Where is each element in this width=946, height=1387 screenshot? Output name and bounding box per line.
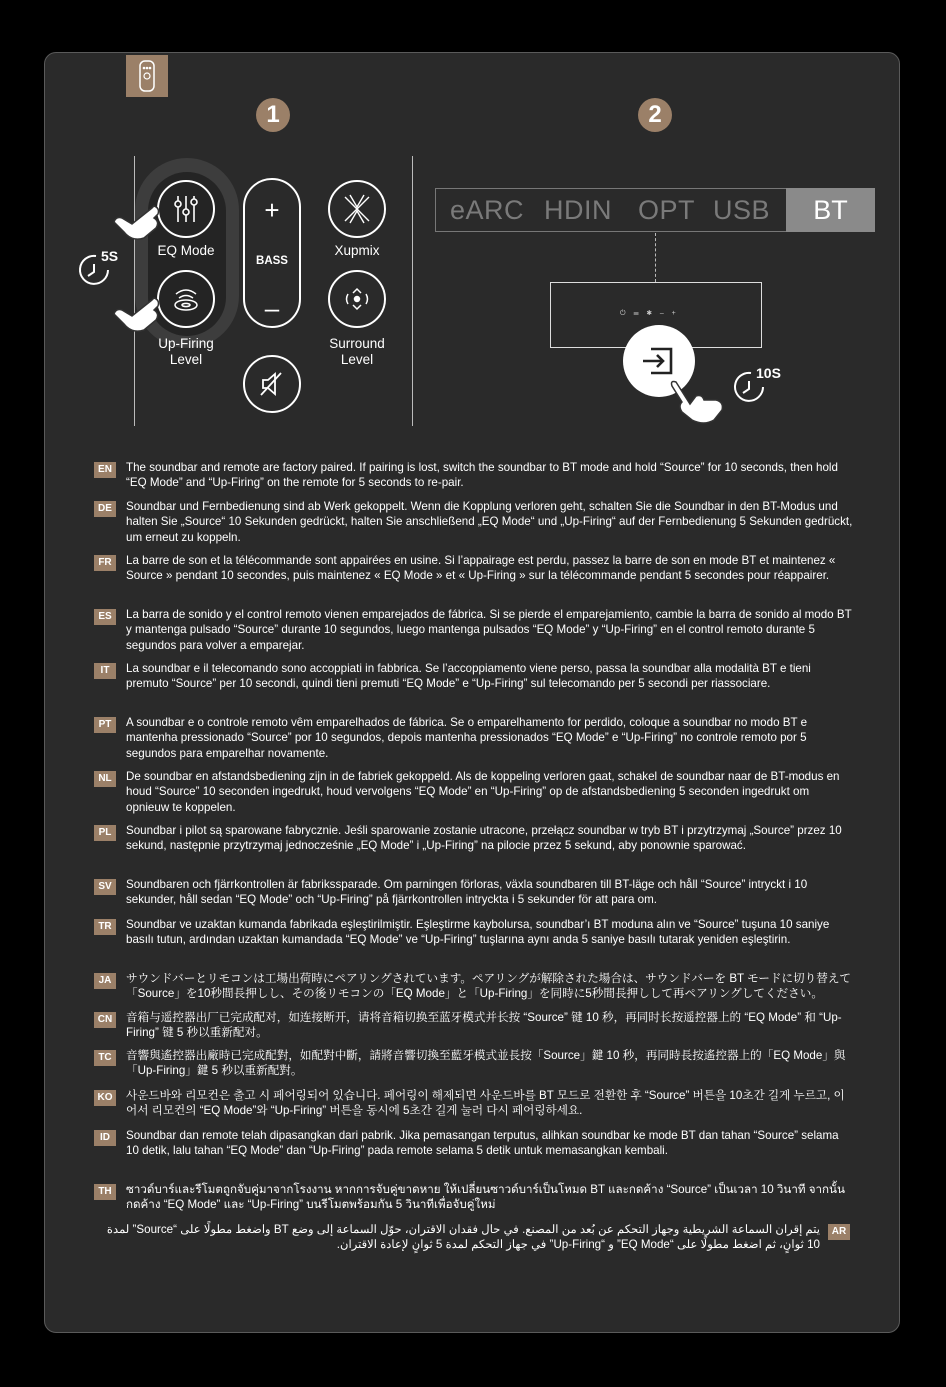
up-firing-label-line2: Level [169,352,203,367]
lang-text: Soundbar i pilot są sparowane fabrycznie. Jeśli sparowanie zostanie utracone, przełącz soundbar w tryb BT i przytrzymaj „Source” przez 10 sekund, następnie przytrzymaj jednocześnie „EQ Mode” i „Up-Firing” na pilocie przez 5 sekund, aby ponownie sparować. [126,824,842,853]
pointing-hand-icon [102,288,160,338]
lang-text: サウンドバーとリモコンは工場出荷時にペアリングされています。ペアリングが解除された場合は、サウンドバーを BT モードに切り替えて「Source」を10秒間長押しし、その後リモコンの「EQ Mode」と「Up-Firing」を同時に5秒間長押しして再ペアリングしてください。 [126,972,852,1001]
source-opt: OPT [638,195,696,225]
lang-code: TH [94,1184,116,1200]
surround-icon [330,272,384,326]
source-usb: USB [713,195,771,225]
surround-button[interactable] [328,270,386,328]
bass-plus-button[interactable]: + [264,195,280,225]
lang-text: يتم إقران السماعة الشريطية وجهاز التحكم عن بُعد من المصنع. في حال فقدان الاقتران، حوّل السماعة إلى وضع BT واضغط مطولًا على “Source” لمدة 10 ثوانٍ، ثم اضغط مطولًا على “EQ Mode” و “Up-Firing” في جهاز التحكم لمدة 5 ثوانٍ لإعادة الاقتران. [106,1223,820,1252]
bass-label: BASS [256,255,288,267]
source-earc: eARC [450,195,525,225]
up-firing-button[interactable] [157,270,215,328]
lang-text: La soundbar e il telecomando sono accoppiati in fabbrica. Se l’accoppiamento viene perso, passa la soundbar alla modalità BT e tieni premuto “Source” per 10 secondi, quindi tieni premuti “EQ Mode” e “Up-Firing” sul telecomando per 5 secondi per riassociare. [126,662,811,691]
lang-code: ES [94,609,116,625]
lang-text: 사운드바와 리모컨은 출고 시 페어링되어 있습니다. 페어링이 해제되면 사운드바를 BT 모드로 전환한 후 “Source” 버튼을 10초간 길게 누르고, 이어서 리모컨의 “EQ Mode”와 “Up-Firing” 버튼을 동시에 5초간 길게 눌러 다시 페어링하세요. [126,1089,845,1118]
lang-code: PT [94,717,116,733]
surround-label [318,336,396,368]
source-hdin: HDIN [544,195,612,225]
lang-text: Soundbar dan remote telah dipasangkan dari pabrik. Jika pemasangan terputus, alihkan soundbar ke mode BT dan tahan “Source” selama 10 detik, lalu tahan “EQ Mode” dan “Up-Firing” pada remote selama 5 detik untuk memasangkan kembali. [126,1129,839,1158]
pointing-hand-icon [102,196,160,246]
remote-control-icon [126,55,168,97]
pointing-hand-icon [668,378,726,426]
up-firing-icon [159,272,213,326]
source-bt-active: BT [786,188,875,232]
lang-text: ซาวด์บาร์และรีโมตถูกจับคู่มาจากโรงงาน หากการจับคู่ขาดหาย ให้เปลี่ยนซาวด์บาร์เป็นโหมด BT และกดค้าง “Source” เป็นเวลา 10 วินาที จากนั้นกดค้าง “EQ Mode” และ “Up-Firing” บนรีโมตพร้อมกัน 5 วินาทีเพื่อจับคู่ใหม่ [126,1183,845,1212]
equalizer-icon [159,182,213,236]
lang-text: Soundbaren och fjärrkontrollen är fabrikssparade. Om parningen förloras, växla soundbaren till BT-läge och håll “Source” intryckt i 10 sekunder, håll sedan “EQ Mode” och “Up-Firing” på fjärrkontrollen intryckta i 5 sekunder för att para om. [126,878,808,907]
soundbar-buttons: ⏻ ☰ ✱ – + [620,310,679,317]
up-firing-label-line1: Up-Firing [158,336,214,351]
source-indicator-bar [435,188,875,232]
lang-code: TC [94,1050,116,1066]
xupmix-label: Xupmix [334,243,380,258]
divider [412,156,413,426]
lang-text: La barra de sonido y el control remoto vienen emparejados de fábrica. Si se pierde el emparejamiento, cambie la barra de sonido al modo BT y mantenga pulsado “Source” durante 10 segundos, luego mantenga pulsados “EQ Mode” y “Up-Firing” en el control remoto durante 5 segundos para volver a emparejar. [126,608,852,652]
lang-text: Soundbar ve uzaktan kumanda fabrikada eşleştirilmiştir. Eşleştirme kaybolursa, soundbar’ı BT moduna alın ve “Source” tuşuna 10 saniye basılı tutun, ardından uzaktan kumandada “EQ Mode” ve “Up-Firing” tuşlarına aynı anda 5 saniye basılı tutarak yeniden eşleştirin. [126,918,830,947]
eq-mode-button[interactable] [157,180,215,238]
surround-label-line2: Level [340,352,374,367]
step-two-badge: 2 [638,98,672,132]
mute-icon [245,357,299,411]
timer-10s-label: 10S [756,365,781,381]
lang-code: PL [94,825,116,841]
lang-code: DE [94,501,116,517]
lang-code: EN [94,462,116,478]
surround-label-line1: Surround [329,336,385,351]
mute-button[interactable] [243,355,301,413]
bass-minus-button[interactable]: – [264,293,280,323]
up-firing-label [152,336,220,368]
lang-code: JA [94,973,116,989]
lang-text: Soundbar und Fernbedienung sind ab Werk gekoppelt. Wenn die Kopplung verloren geht, schalten Sie die Soundbar in den BT-Modus und halten Sie „Source“ 10 Sekunden gedrückt, halten Sie anschließend „EQ Mode“ und „Up-Firing“ auf der Fernbedienung 5 Sekunden gedrückt, um erneut zu koppeln. [126,500,853,544]
lang-code: TR [94,919,116,935]
lang-code: IT [94,663,116,679]
step-one-badge: 1 [256,98,290,132]
lang-text: 音箱与遥控器出厂已完成配对，如连接断开，请将音箱切换至蓝牙模式并长按 “Source” 键 10 秒，再同时长按遥控器上的 “EQ Mode” 和 “Up-Firing” 键 5 秒以重新配对。 [126,1011,842,1040]
lang-code: ID [94,1130,116,1146]
lang-code: SV [94,879,116,895]
timer-5s-label: 5S [101,248,119,264]
lang-text: De soundbar en afstandsbediening zijn in de fabriek gekoppeld. Als de koppeling verloren gaat, schakel de soundbar naar de BT-modus en houd “Source” 10 seconden ingedrukt, houd vervolgens “EQ Mode” en “Up-Firing” op de afstandsbediening 5 seconden ingedrukt om opnieuw te koppelen. [126,770,840,814]
lang-text: 音響與遙控器出廠時已完成配對，如配對中斷，請將音響切換至藍牙模式並長按「Source」鍵 10 秒，再同時長按遙控器上的「EQ Mode」與「Up-Firing」鍵 5 秒以重新配對。 [126,1049,846,1078]
lang-code: NL [94,771,116,787]
xupmix-button[interactable] [328,180,386,238]
lang-text: La barre de son et la télécommande sont appairées en usine. Si l’appairage est perdu, passez la barre de son en mode BT et maintenez « Source » pendant 10 secondes, puis maintenez « EQ Mode » et « Up-Firing » sur la télécommande pendant 5 secondes pour réappairer. [126,554,836,583]
lang-code: KO [94,1090,116,1106]
lang-code: AR [828,1224,850,1240]
eq-mode-label: EQ Mode [157,243,215,258]
xupmix-icon [330,182,384,236]
lang-code: FR [94,555,116,571]
lang-text: The soundbar and remote are factory paired. If pairing is lost, switch the soundbar to BT mode and hold “Source” for 10 seconds, then hold “EQ Mode” and “Up-Firing” on the remote for 5 seconds to re-pair. [126,461,838,490]
lang-code: CN [94,1012,116,1028]
connector-line [655,233,656,282]
lang-text: A soundbar e o controle remoto vêm emparelhados de fábrica. Se o emparelhamento for perdido, coloque a soundbar no modo BT e mantenha pressionado “Source” por 10 segundos, depois mantenha pressionados “EQ Mode” e “Up-Firing” no controle remoto por 5 segundos para emparelhar novamente. [126,716,808,760]
